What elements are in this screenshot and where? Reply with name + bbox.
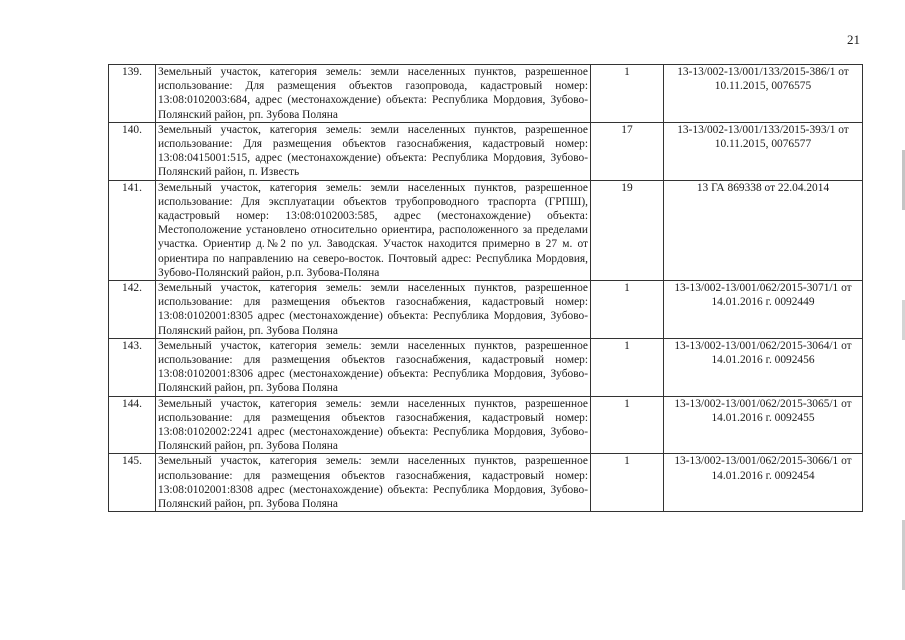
row-registration: 13-13/002-13/001/062/2015-3071/1 от 14.01.2016 г. 0092449 <box>664 281 863 339</box>
row-registration: 13-13/002-13/001/062/2015-3065/1 от 14.01.2016 г. 0092455 <box>664 396 863 454</box>
row-registration: 13-13/002-13/001/062/2015-3064/1 от 14.01.2016 г. 0092456 <box>664 338 863 396</box>
row-quantity: 1 <box>591 338 664 396</box>
row-quantity: 1 <box>591 65 664 123</box>
property-table-body <box>109 65 863 512</box>
row-number: 141. <box>109 180 156 280</box>
row-quantity: 1 <box>591 396 664 454</box>
row-description: Земельный участок, категория земель: земли населенных пунктов, разрешенное использование: Для размещения объектов газоснабжения, кадастровый номер: 13:08:0415001:515, адрес (местонахождение) объекта: Республика Мордовия, Зубово-Полянский район, п. Известь <box>156 122 591 180</box>
page-number: 21 <box>847 32 860 47</box>
row-description: Земельный участок, категория земель: земли населенных пунктов, разрешенное использование: Для размещения объектов газопровода, кадастровый номер: 13:08:0102003:684, адрес (местонахождение) объекта: Республика Мордовия, Зубово-Полянский район, рп. Зубова Поляна <box>156 65 591 123</box>
table-row <box>109 180 863 280</box>
row-description: Земельный участок, категория земель: земли населенных пунктов, разрешенное использование: для размещения объектов газоснабжения, кадастровый номер: 13:08:0102001:8308 адрес (местонахождение) объекта: Республика Мордовия, Зубово-Полянский район, рп. Зубова Поляна <box>156 454 591 512</box>
row-number: 139. <box>109 65 156 123</box>
row-registration: 13-13/002-13/001/133/2015-393/1 от 10.11.2015, 0076577 <box>664 122 863 180</box>
table-row <box>109 454 863 512</box>
row-quantity: 1 <box>591 454 664 512</box>
row-registration: 13-13/002-13/001/062/2015-3066/1 от 14.01.2016 г. 0092454 <box>664 454 863 512</box>
table-row <box>109 281 863 339</box>
row-quantity: 17 <box>591 122 664 180</box>
row-quantity: 1 <box>591 281 664 339</box>
row-description: Земельный участок, категория земель: земли населенных пунктов, разрешенное использование: для размещения объектов газоснабжения, кадастровый номер: 13:08:0102001:8305 адрес (местонахождение) объекта: Республика Мордовия, Зубово-Полянский район, рп. Зубова Поляна <box>156 281 591 339</box>
row-quantity: 19 <box>591 180 664 280</box>
row-description: Земельный участок, категория земель: земли населенных пунктов, разрешенное использование: для размещения объектов газоснабжения, кадастровый номер: 13:08:0102001:8306 адрес (местонахождение) объекта: Республика Мордовия, Зубово-Полянский район, рп. Зубова Поляна <box>156 338 591 396</box>
row-number: 140. <box>109 122 156 180</box>
row-description: Земельный участок, категория земель: земли населенных пунктов, разрешенное использование: Для эксплуатации объектов трубопроводного траспорта (ГРПШ), кадастровый номер: 13:08:0102003:585, адрес (местонахождение) объекта: Местоположение установлено относительно ориентира, расположенного за пределами участка. Ориентир д.№2 по ул. Заводская. Участок находится примерно в 27 м. от ориентира по направлению на северо-восток. Почтовый адрес: Республика Мордовия, Зубово-Полянский район, р.п. Зубова-Поляна <box>156 180 591 280</box>
table-row <box>109 396 863 454</box>
row-registration: 13-13/002-13/001/133/2015-386/1 от 10.11.2015, 0076575 <box>664 65 863 123</box>
row-number: 142. <box>109 281 156 339</box>
table-row <box>109 338 863 396</box>
property-table <box>108 64 863 512</box>
row-registration: 13 ГА 869338 от 22.04.2014 <box>664 180 863 280</box>
row-number: 144. <box>109 396 156 454</box>
table-row <box>109 65 863 123</box>
table-row <box>109 122 863 180</box>
row-number: 145. <box>109 454 156 512</box>
row-number: 143. <box>109 338 156 396</box>
row-description: Земельный участок, категория земель: земли населенных пунктов, разрешенное использование: для размещения объектов газоснабжения, кадастровый номер: 13:08:0102002:2241 адрес (местонахождение) объекта: Республика Мордовия, Зубово-Полянский район, рп. Зубова Поляна <box>156 396 591 454</box>
